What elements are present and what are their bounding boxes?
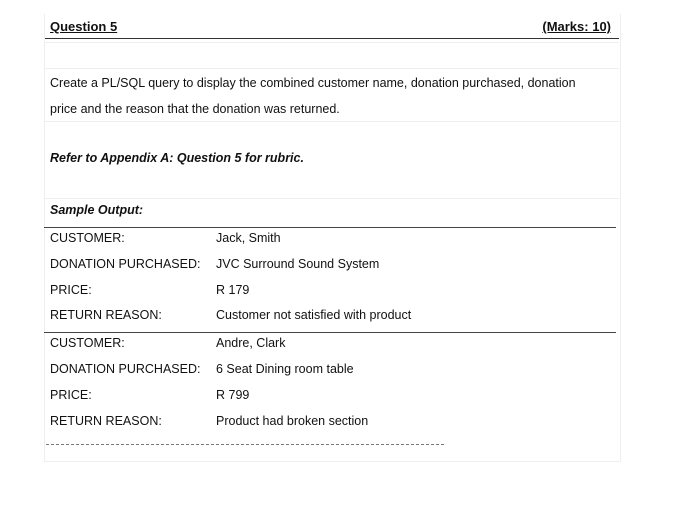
- donation-label: DONATION PURCHASED:: [50, 257, 201, 271]
- customer-value: Andre, Clark: [216, 336, 286, 350]
- record-divider: [44, 227, 616, 228]
- price-label: PRICE:: [50, 388, 92, 402]
- question-title: Question 5: [50, 19, 118, 34]
- donation-value: JVC Surround Sound System: [216, 257, 380, 271]
- price-label: PRICE:: [50, 283, 92, 297]
- record-divider: [44, 332, 616, 333]
- instruction-text: [50, 70, 610, 122]
- return-reason-value: Customer not satisfied with product: [216, 308, 412, 322]
- return-reason-label: RETURN REASON:: [50, 308, 162, 322]
- donation-label: DONATION PURCHASED:: [50, 362, 201, 376]
- customer-label: CUSTOMER:: [50, 231, 125, 245]
- price-value: R 179: [216, 283, 250, 297]
- return-reason-label: RETURN REASON:: [50, 414, 162, 428]
- instruction-line-1: Create a PL/SQL query to display the combined customer name, donation purchased, donation: [50, 76, 576, 90]
- question-document: [44, 14, 619, 428]
- sample-output-label: Sample Output:: [50, 203, 144, 217]
- price-value: R 799: [216, 388, 250, 402]
- customer-label: CUSTOMER:: [50, 336, 125, 350]
- return-reason-value: Product had broken section: [216, 414, 369, 428]
- rubric-note: Refer to Appendix A: Question 5 for rubric.: [50, 151, 304, 165]
- donation-value: 6 Seat Dining room table: [216, 362, 354, 376]
- dashed-separator: [46, 444, 444, 445]
- instruction-line-2: price and the reason that the donation was returned.: [50, 102, 340, 116]
- customer-value: Jack, Smith: [216, 231, 281, 245]
- question-marks: (Marks: 10): [542, 19, 611, 34]
